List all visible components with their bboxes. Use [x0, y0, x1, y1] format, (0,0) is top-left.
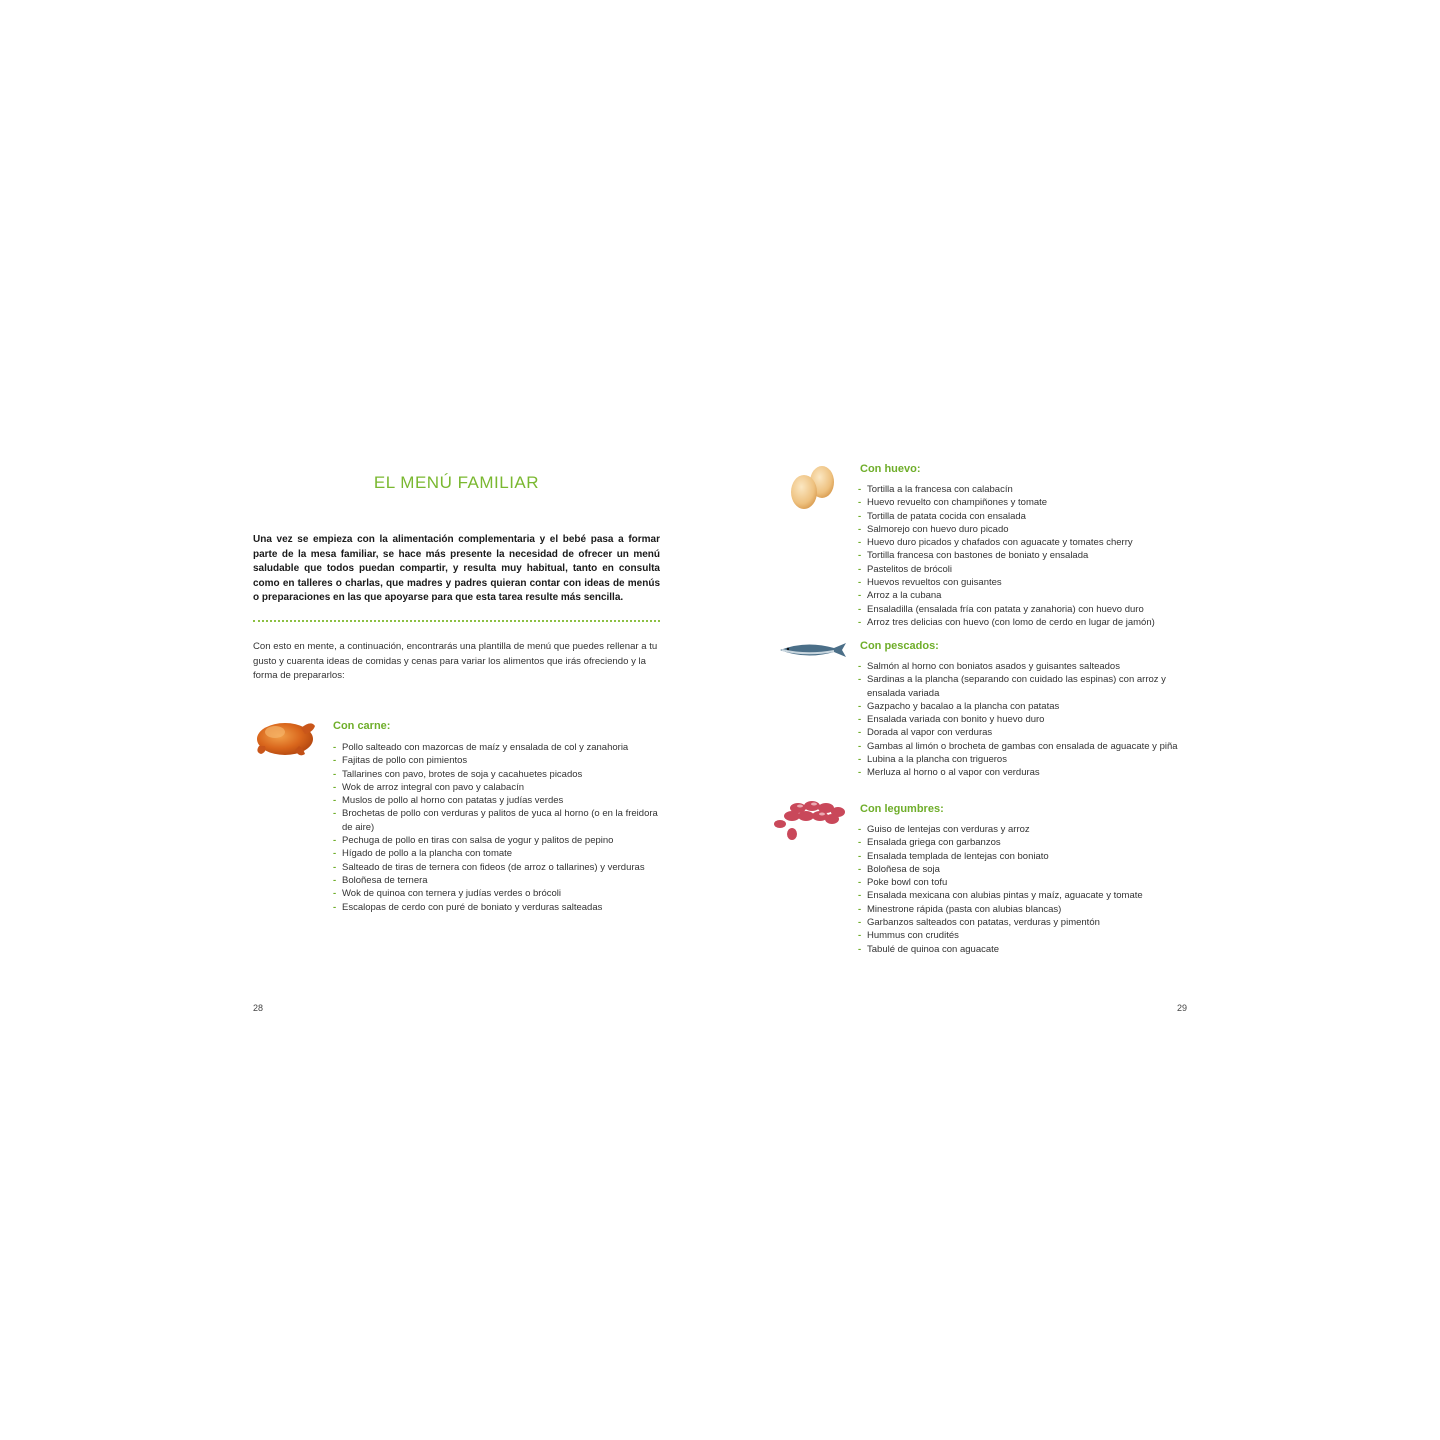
list-item: - Boloñesa de ternera [333, 874, 663, 887]
list-item: - Ensalada griega con garbanzos [858, 836, 1193, 849]
list-item: - Pollo salteado con mazorcas de maíz y ensalada de col y zanahoria [333, 741, 663, 754]
page-number-left: 28 [253, 1003, 264, 1013]
list-item: - Huevo revuelto con champiñones y tomate [858, 496, 1193, 509]
list-item: - Salmorejo con huevo duro picado [858, 523, 1193, 536]
list-item: - Sardinas a la plancha (separando con cuidado las espinas) con arroz y ensalada variada [858, 673, 1193, 700]
beans-icon [770, 796, 850, 842]
list-item: - Escalopas de cerdo con puré de boniato y verduras salteadas [333, 901, 663, 914]
list-item: - Brochetas de pollo con verduras y palitos de yuca al horno (o en la freidora de aire) [333, 807, 663, 834]
list-item: - Wok de arroz integral con pavo y calabacín [333, 781, 663, 794]
list-item: - Wok de quinoa con ternera y judías verdes o brócoli [333, 887, 663, 900]
list-item: - Dorada al vapor con verduras [858, 726, 1193, 739]
list-item: - Hummus con crudités [858, 929, 1193, 942]
list-item: - Tabulé de quinoa con aguacate [858, 943, 1193, 956]
legumbres-list [858, 823, 1193, 956]
list-item: - Salmón al horno con boniatos asados y guisantes salteados [858, 660, 1193, 673]
list-item: - Gambas al limón o brocheta de gambas con ensalada de aguacate y piña [858, 740, 1193, 753]
list-item: - Ensalada templada de lentejas con boniato [858, 850, 1193, 863]
pescados-list [858, 660, 1193, 780]
list-item: - Tortilla francesa con bastones de boniato y ensalada [858, 549, 1193, 562]
list-item: - Lubina a la plancha con trigueros [858, 753, 1193, 766]
list-item: - Ensalada variada con bonito y huevo duro [858, 713, 1193, 726]
list-item: - Arroz tres delicias con huevo (con lomo de cerdo en lugar de jamón) [858, 616, 1193, 629]
eggs-icon [788, 460, 840, 512]
page-number-right: 29 [1177, 1003, 1188, 1013]
list-item: - Salteado de tiras de ternera con fideos (de arroz o tallarines) y verduras [333, 861, 663, 874]
list-item: - Guiso de lentejas con verduras y arroz [858, 823, 1193, 836]
list-item: - Merluza al horno o al vapor con verduras [858, 766, 1193, 779]
carne-list [333, 741, 663, 914]
list-item: - Pechuga de pollo en tiras con salsa de yogur y palitos de pepino [333, 834, 663, 847]
section-heading-pescados: Con pescados: [860, 640, 939, 652]
list-item: - Gazpacho y bacalao a la plancha con patatas [858, 700, 1193, 713]
list-item: - Hígado de pollo a la plancha con tomate [333, 847, 663, 860]
body-paragraph: Con esto en mente, a continuación, encontrarás una plantilla de menú que puedes rellenar a tu gusto y cuarenta ideas de comidas y cenas para variar los alimentos que irás ofreciendo y la forma de prepararlos: [253, 641, 658, 681]
list-item: - Ensalada mexicana con alubias pintas y maíz, aguacate y tomate [858, 889, 1193, 902]
section-heading-carne: Con carne: [333, 720, 391, 732]
list-item: - Ensaladilla (ensalada fría con patata y zanahoria) con huevo duro [858, 603, 1193, 616]
list-item: - Muslos de pollo al horno con patatas y judías verdes [333, 794, 663, 807]
list-item: - Huevo duro picados y chafados con aguacate y tomates cherry [858, 536, 1193, 549]
list-item: - Boloñesa de soja [858, 863, 1193, 876]
fish-icon [776, 640, 848, 660]
roast-chicken-icon [253, 712, 317, 760]
list-item: - Tallarines con pavo, brotes de soja y cacahuetes picados [333, 768, 663, 781]
right-page [720, 0, 1440, 1440]
list-item: - Tortilla a la francesa con calabacín [858, 483, 1193, 496]
page-title: EL MENÚ FAMILIAR [373, 473, 540, 493]
list-item: - Garbanzos salteados con patatas, verduras y pimentón [858, 916, 1193, 929]
list-item: - Pastelitos de brócoli [858, 563, 1193, 576]
list-item: - Minestrone rápida (pasta con alubias blancas) [858, 903, 1193, 916]
list-item: - Poke bowl con tofu [858, 876, 1193, 889]
list-item: - Tortilla de patata cocida con ensalada [858, 510, 1193, 523]
dotted-divider [253, 620, 660, 622]
list-item: - Fajitas de pollo con pimientos [333, 754, 663, 767]
list-item: - Arroz a la cubana [858, 589, 1193, 602]
section-heading-legumbres: Con legumbres: [860, 803, 944, 815]
list-item: - Huevos revueltos con guisantes [858, 576, 1193, 589]
intro-paragraph: Una vez se empieza con la alimentación complementaria y el bebé pasa a formar parte de la mesa familiar, se hace más presente la necesidad de ofrecer un menú saludable que todos puedan compartir, y resulta muy habitual, tanto en consulta como en talleres o charlas, que madres y padres quieran contar con ideas de menús o preparaciones en las que apoyarse para que esta tarea resulte más sencilla. [253, 534, 660, 603]
huevo-list [858, 483, 1193, 629]
section-heading-huevo: Con huevo: [860, 463, 921, 475]
